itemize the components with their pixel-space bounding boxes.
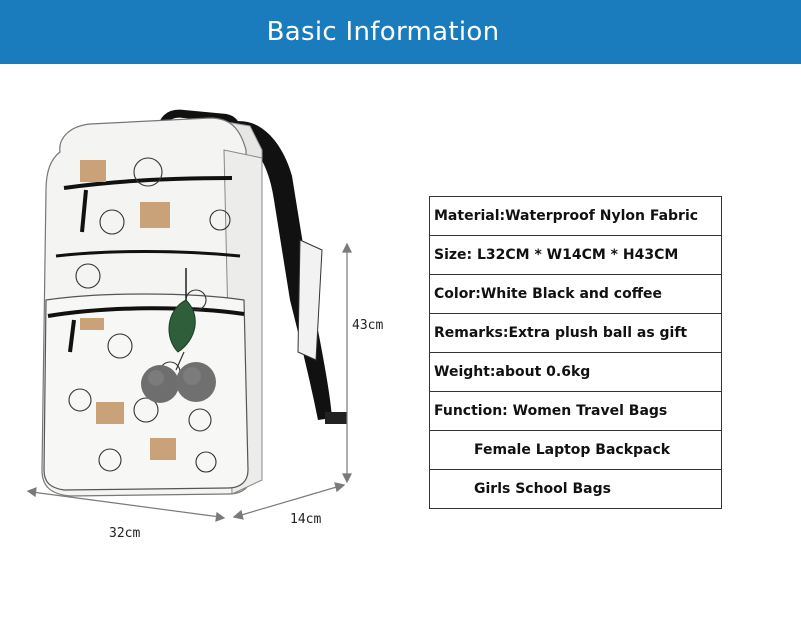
strap-buckle bbox=[325, 412, 347, 424]
height-dimension-line bbox=[343, 244, 351, 482]
spec-cell: Weight:about 0.6kg bbox=[430, 353, 722, 392]
spec-row bbox=[430, 314, 722, 353]
product-figure bbox=[0, 64, 420, 613]
backpack-photo bbox=[0, 64, 420, 613]
spec-cell: Function: Women Travel Bags bbox=[430, 392, 722, 431]
length-label: 32cm bbox=[109, 526, 141, 541]
spec-row bbox=[430, 431, 722, 470]
spec-row bbox=[430, 236, 722, 275]
header-banner bbox=[0, 0, 801, 64]
width-dimension-line bbox=[234, 483, 344, 519]
spec-row bbox=[430, 470, 722, 509]
width-label: 14cm bbox=[290, 512, 322, 527]
spec-cell: Remarks:Extra plush ball as gift bbox=[430, 314, 722, 353]
spec-table bbox=[429, 196, 722, 509]
spec-row bbox=[430, 197, 722, 236]
spec-cell: Female Laptop Backpack bbox=[430, 431, 722, 470]
spec-cell: Color:White Black and coffee bbox=[430, 275, 722, 314]
spec-row bbox=[430, 275, 722, 314]
height-label: 43cm bbox=[352, 318, 384, 333]
spec-cell: Material:Waterproof Nylon Fabric bbox=[430, 197, 722, 236]
spec-row bbox=[430, 353, 722, 392]
header-title: Basic Information bbox=[266, 17, 500, 47]
spec-cell: Girls School Bags bbox=[430, 470, 722, 509]
spec-cell: Size: L32CM * W14CM * H43CM bbox=[430, 236, 722, 275]
spec-row bbox=[430, 392, 722, 431]
